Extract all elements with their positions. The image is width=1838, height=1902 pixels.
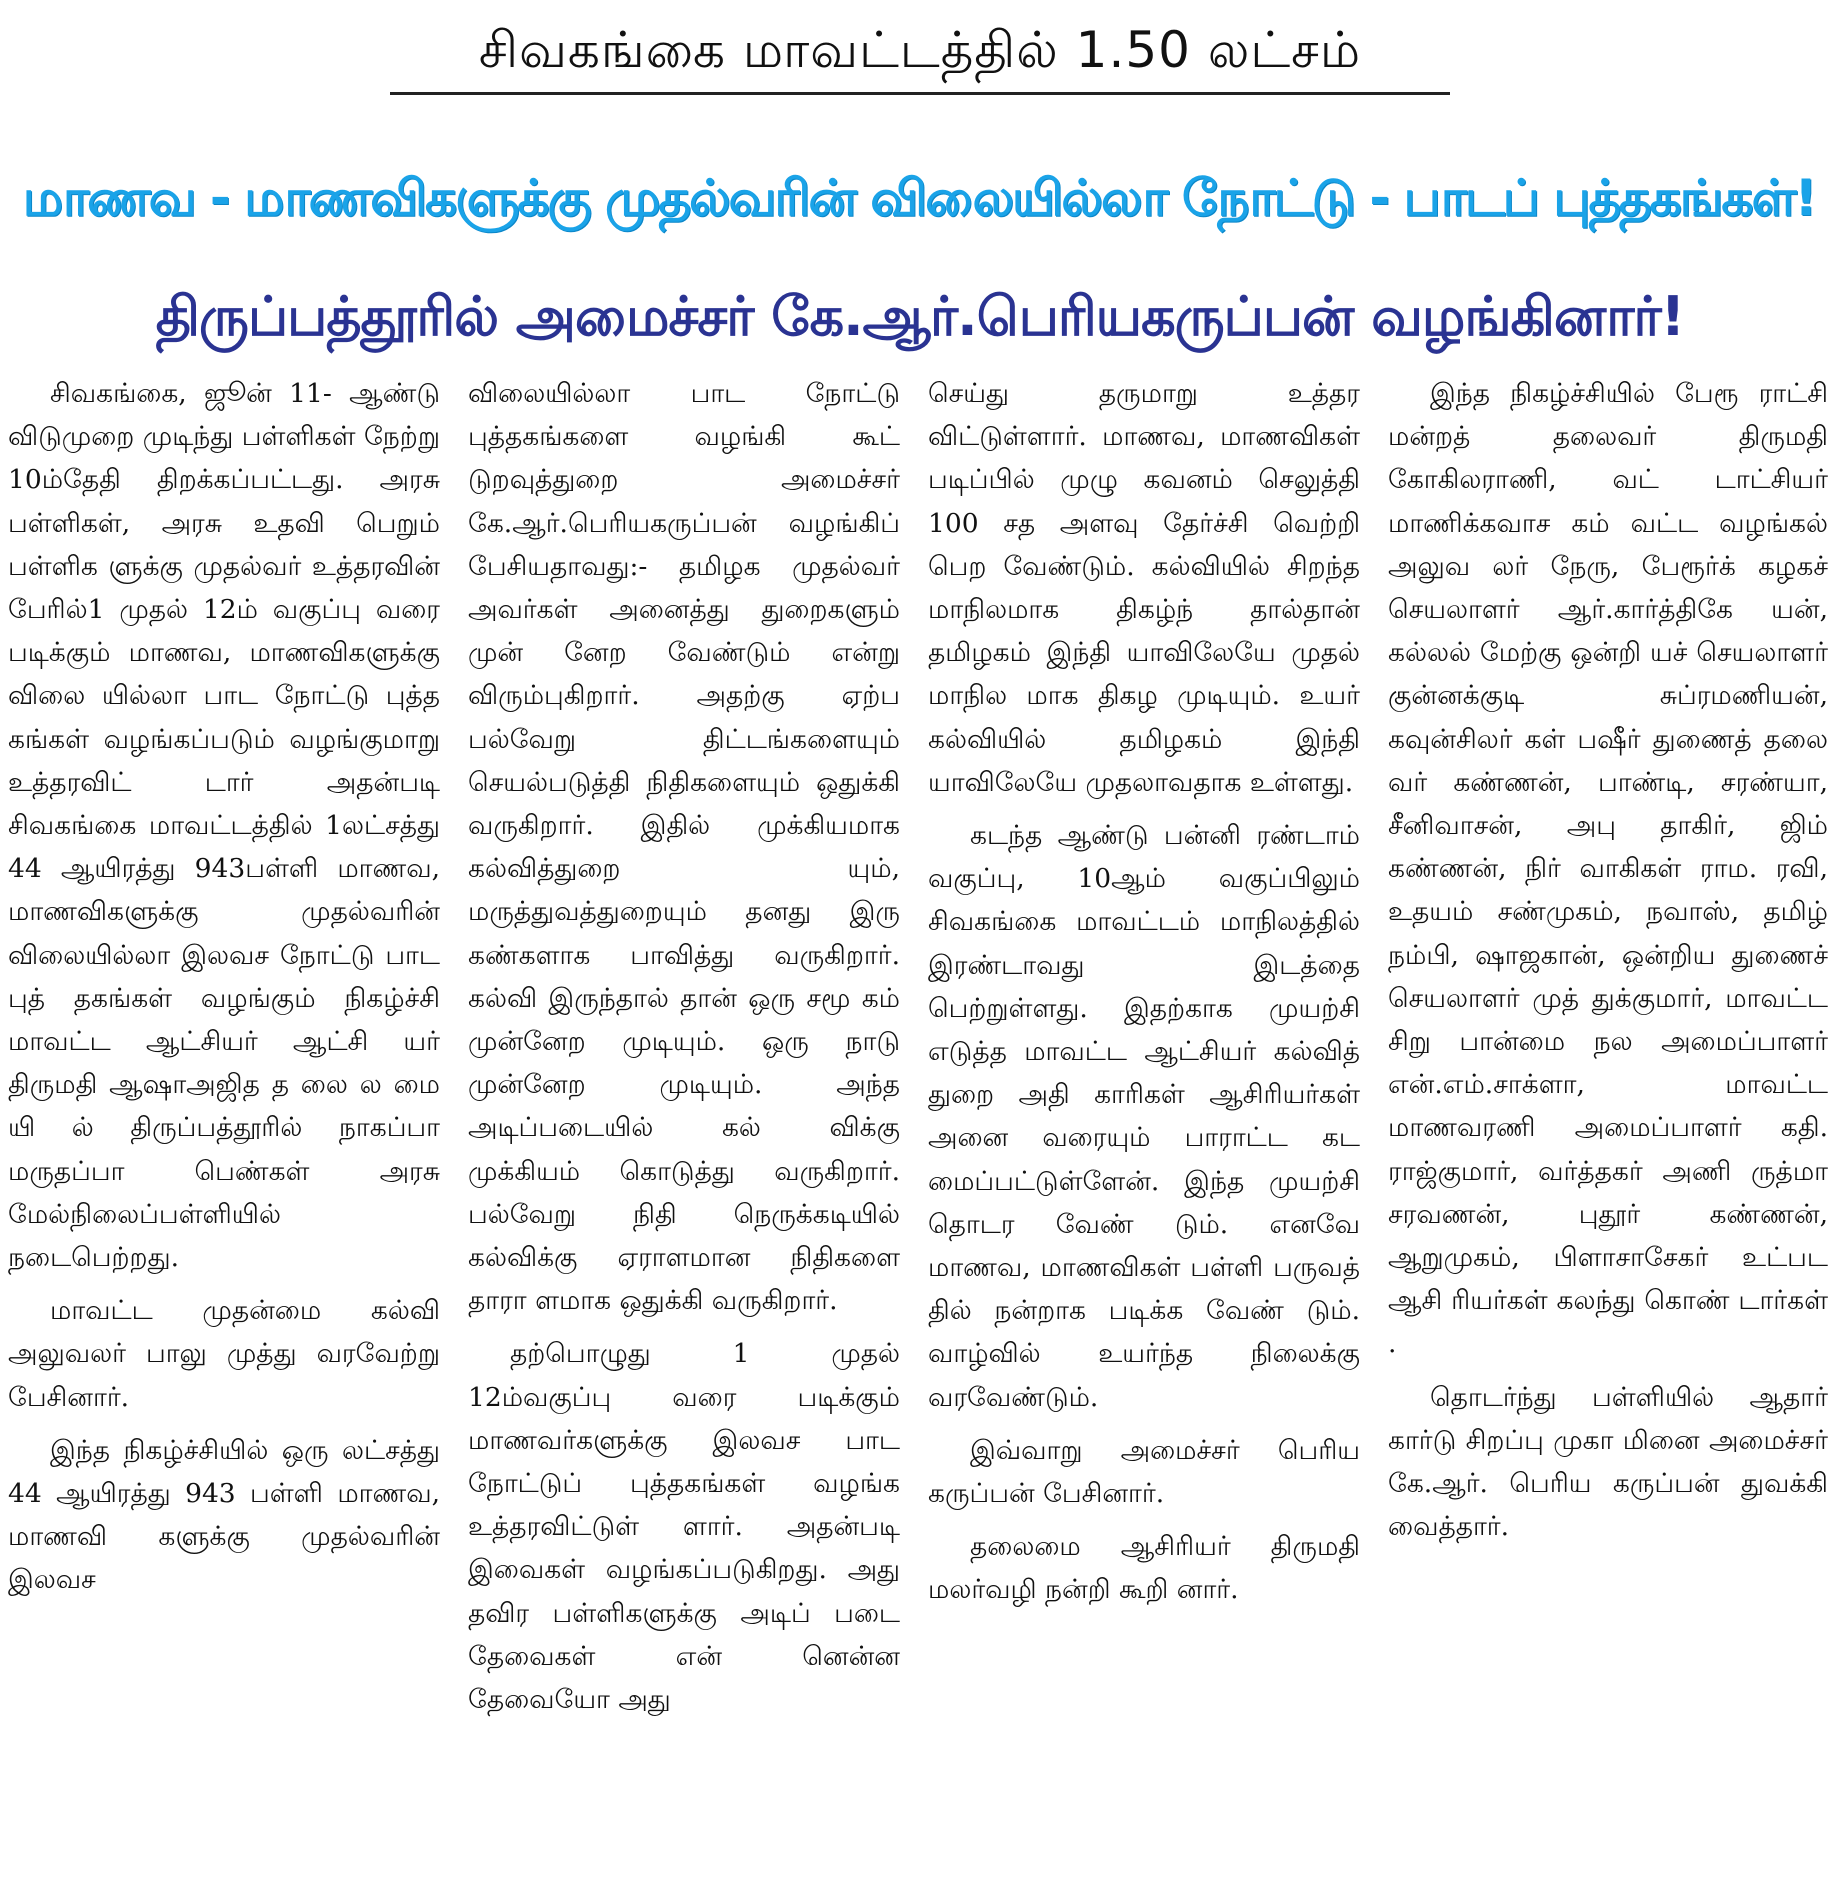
main-headline: மாணவ - மாணவிகளுக்கு முதல்வரின் விலையில்லா நோட்டு - பாடப் புத்தகங்கள்! (22, 169, 1816, 227)
kicker-headline: சிவகங்கை மாவட்டத்தில் 1.50 லட்சம் (390, 8, 1450, 95)
article-paragraph: தலைமை ஆசிரியர் திருமதி மலர்வழி நன்றி கூறி னார். (928, 1531, 1360, 1606)
article-body (8, 372, 1830, 1897)
article-paragraph: மாவட்ட முதன்மை கல்வி அலுவலர் பாலு முத்து வரவேற்று பேசினார். (8, 1295, 440, 1413)
article-column-3 (928, 372, 1360, 1897)
sub-headline: திருப்பத்தூரில் அமைச்சர் கே.ஆர்.பெரியகருப்பன் வழங்கினார்! (155, 285, 1685, 348)
article-paragraph: தற்பொழுது 1 முதல் 12ம்வகுப்பு வரை படிக்கும் மாணவர்களுக்கு இலவச பாட நோட்டுப் புத்தகங்கள் வழங்க உத்தரவிட்டுள் ளார். அதன்படி இவைகள் வழங்கப்படுகிறது. அது தவிர பள்ளிகளுக்கு அடிப் படை தேவைகள் என் னென்ன தேவையோ அது (468, 1338, 900, 1716)
article-column-4 (1388, 372, 1828, 1897)
article-paragraph: இந்த நிகழ்ச்சியில் பேரூ ராட்சி மன்றத் தலைவர் திருமதி கோகிலராணி, வட் டாட்சியர் மாணிக்கவாச கம் வட்ட வழங்கல் அலுவ லர் நேரு, பேரூர்க் கழகச் செயலாளர் ஆர்.கார்த்திகே யன், கல்லல் மேற்கு ஒன்றி யச் செயலாளர் குன்னக்குடி சுப்ரமணியன், கவுன்சிலர் கள் பஷீர் துணைத் தலை வர் கண்ணன், பாண்டி, சரண்யா, சீனிவாசன், அபு தாகிர், ஜிம் கண்ணன், நிர் வாகிகள் ராம. ரவி, உதயம் சண்முகம், நவாஸ், தமிழ் நம்பி, ஷாஜகான், ஒன்றிய துணைச் செயலாளர் முத் துக்குமார், மாவட்ட சிறு பான்மை நல அமைப்பாளர் என்.எம்.சாக்ளா, மாவட்ட மாணவரணி அமைப்பாளர் கதி. ராஜ்குமார், வர்த்தகர் அணி ருத்மா சரவணன், புதூர் கண்ணன், ஆறுமுகம், பிளாசாசேகர் உட்பட ஆசி ரியர்கள் கலந்து கொண் டார்கள் . (1388, 378, 1828, 1360)
article-column-2 (468, 372, 900, 1897)
article-paragraph: கடந்த ஆண்டு பன்னி ரண்டாம் வகுப்பு, 10ஆம் வகுப்பிலும் சிவகங்கை மாவட்டம் மாநிலத்தில் இரண்டாவது இடத்தை பெற்றுள்ளது. இதற்காக முயற்சி எடுத்த மாவட்ட ஆட்சியர் கல்வித் துறை அதி காரிகள் ஆசிரியர்கள் அனை வரையும் பாராட்ட கட மைப்பட்டுள்ளேன். இந்த முயற்சி தொடர வேண் டும். எனவே மாணவ, மாணவிகள் பள்ளி பருவத் தில் நன்றாக படிக்க வேண் டும். வாழ்வில் உயர்ந்த நிலைக்கு வரவேண்டும். (928, 820, 1360, 1413)
article-paragraph: தொடர்ந்து பள்ளியில் ஆதார் கார்டு சிறப்பு முகா மினை அமைச்சர் கே.ஆர். பெரிய கருப்பன் துவக்கி வைத்தார். (1388, 1381, 1828, 1543)
article-column-1 (8, 372, 440, 1897)
article-paragraph: இவ்வாறு அமைச்சர் பெரிய கருப்பன் பேசினார். (928, 1434, 1360, 1510)
article-paragraph: இந்த நிகழ்ச்சியில் ஒரு லட்சத்து 44 ஆயிரத்து 943 பள்ளி மாணவ, மாணவி களுக்கு முதல்வரின் இலவச (8, 1434, 440, 1596)
article-paragraph: சிவகங்கை, ஜூன் 11- ஆண்டு விடுமுறை முடிந்து பள்ளிகள் நேற்று 10ம்தேதி திறக்கப்பட்டது. அரசு பள்ளிகள், அரசு உதவி பெறும் பள்ளிக ளுக்கு முதல்வர் உத்தரவின் பேரில்1 முதல் 12ம் வகுப்பு வரை படிக்கும் மாணவ, மாணவிகளுக்கு விலை யில்லா பாட நோட்டு புத்த கங்கள் வழங்கப்படும் வழங்குமாறு உத்தரவிட் டார் அதன்படி சிவகங்கை மாவட்டத்தில் 1லட்சத்து 44 ஆயிரத்து 943பள்ளி மாணவ, மாணவிகளுக்கு முதல்வரின் விலையில்லா இலவச நோட்டு பாட புத் தகங்கள் வழங்கும் நிகழ்ச்சி மாவட்ட ஆட்சியர் ஆட்சி யர் திருமதி ஆஷாஅஜித த லை ல மை யி ல் திருப்பத்தூரில் நாகப்பா மருதப்பா பெண்கள் அரசு மேல்நிலைப்பள்ளியில் நடைபெற்றது. (8, 378, 440, 1274)
article-paragraph: விலையில்லா பாட நோட்டு புத்தகங்களை வழங்கி கூட் டுறவுத்துறை அமைச்சர் கே.ஆர்.பெரியகருப்பன் வழங்கிப் பேசியதாவது:- தமிழக முதல்வர் அவர்கள் அனைத்து துறைகளும் முன் னேற வேண்டும் என்று விரும்புகிறார். அதற்கு ஏற்ப பல்வேறு திட்டங்களையும் செயல்படுத்தி நிதிகளையும் ஒதுக்கி வருகிறார். இதில் முக்கியமாக கல்வித்துறை யும், மருத்துவத்துறையும் தனது இரு கண்களாக பாவித்து வருகிறார். கல்வி இருந்தால் தான் ஒரு சமூ கம் முன்னேற முடியும். ஒரு நாடு முன்னேற முடியும். அந்த அடிப்படையில் கல் விக்கு முக்கியம் கொடுத்து வருகிறார். பல்வேறு நிதி நெருக்கடியில் கல்விக்கு ஏராளமான நிதிகளை தாரா ளமாக ஒதுக்கி வருகிறார். (468, 378, 900, 1317)
article-paragraph: செய்து தருமாறு உத்தர விட்டுள்ளார். மாணவ, மாணவிகள் படிப்பில் முழு கவனம் செலுத்தி 100 சத அளவு தேர்ச்சி வெற்றி பெற வேண்டும். கல்வியில் சிறந்த மாநிலமாக திகழ்ந் தால்தான் தமிழகம் இந்தி யாவிலேயே முதல் மாநில மாக திகழ முடியும். உயர் கல்வியில் தமிழகம் இந்தி யாவிலேயே முதலாவதாக உள்ளது. (928, 378, 1360, 798)
